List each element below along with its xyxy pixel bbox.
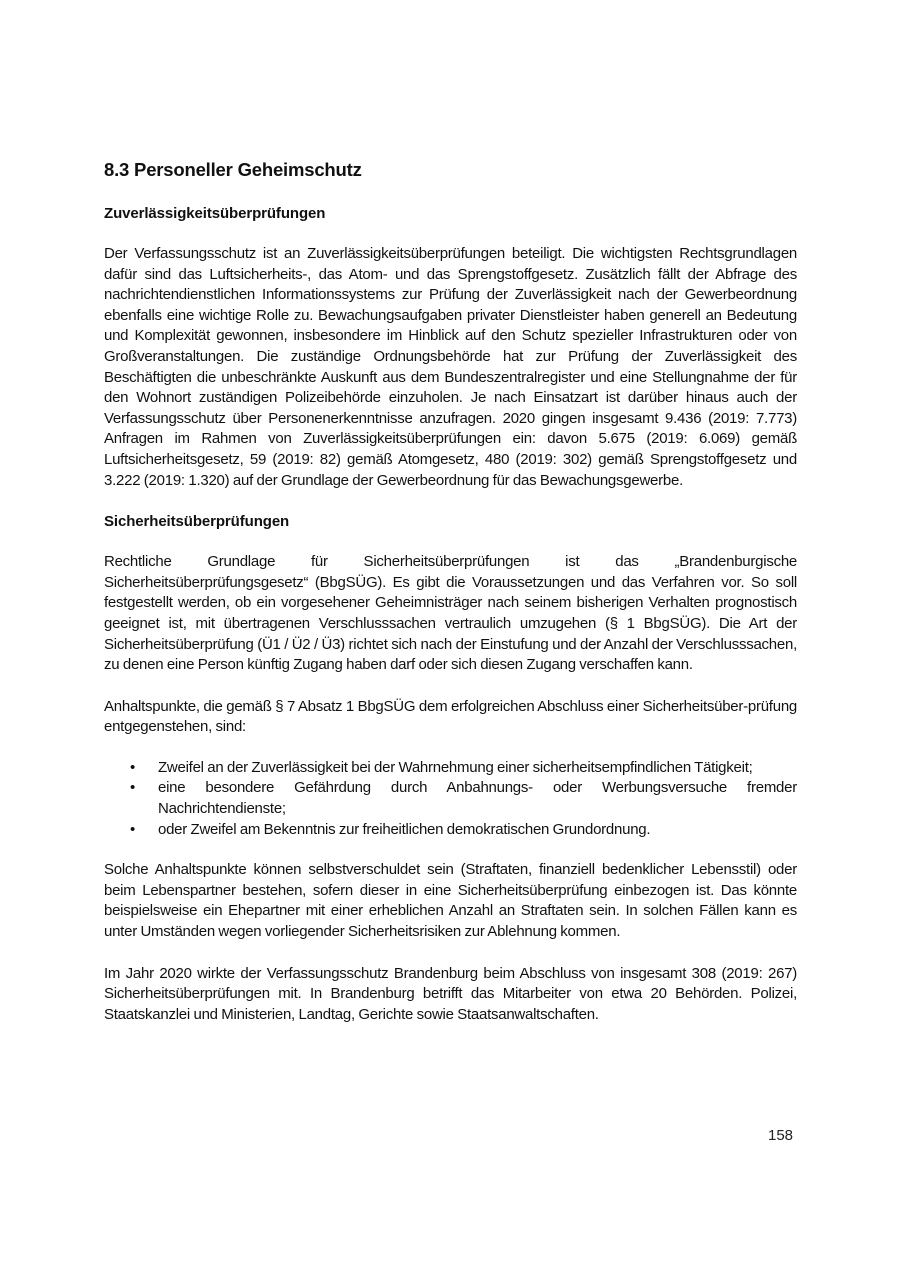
subsection-heading-sicherheit: Sicherheitsüberprüfungen (104, 513, 290, 531)
paragraph-zuverlaessigkeit: Der Verfassungsschutz ist an Zuverlässigkeitsüberprüfungen beteiligt. Die wichtigsten Rechtsgrundlagen dafür sind das Luftsicherheits-, das Atom- und das Sprengstoffgesetz. Zusätzlich fällt der Abfrage des nachrichtendienstlichen Informationssystems zur Prüfung der Zuverlässigkeit nach der Gewerbeordnung ebenfalls eine wichtige Rolle zu. Bewachungsaufgaben privater Dienstleister haben generell an Bedeutung und Komplexität gewonnen, insbesondere im Hinblick auf den Schutz spezieller Infrastrukturen oder von Großveranstaltungen. Die zuständige Ordnungsbehörde hat zur Prüfung der Zuverlässigkeit des Beschäftigten die unbeschränkte Auskunft aus dem Bundeszentralregister und eine Stellungnahme der für den Wohnort zuständigen Polizeibehörde einzuholen. Je nach Einsatzart ist darüber hinaus auch der Verfassungsschutz über Personenerkenntnisse anzufragen. 2020 gingen insgesamt 9.436 (2019: 7.773) Anfragen im Rahmen von Zuverlässigkeitsüberprüfungen ein: davon 5.675 (2019: 6.069) gemäß Luftsicherheitsgesetz, 59 (2019: 82) gemäß Atomgesetz, 480 (2019: 302) gemäß Sprengstoffgesetz und 3.222 (2019: 1.320) auf der Grundlage der Gewerbeordnung für das Bewachungsgewerbe. (104, 245, 797, 489)
paragraph-anhaltspunkte-intro: Anhaltspunkte, die gemäß § 7 Absatz 1 BbgSÜG dem erfolgreichen Abschluss einer Sicherheitsüber-prüfung entgegenstehen, sind: (104, 697, 797, 736)
bullet-icon: • (130, 758, 136, 776)
section-title: 8.3 Personeller Geheimschutz (104, 159, 362, 180)
paragraph-anhaltspunkte-details: Solche Anhaltspunkte können selbstverschuldet sein (Straftaten, finanziell bedenklicher Lebensstil) oder beim Lebenspartner bestehen, sofern dieser in eine Sicherheitsüberprüfung einbezogen ist. Das könnte beispielsweise ein Ehepartner mit einer erheblichen Anzahl an Straftaten sein. In solchen Fällen kann es unter Umständen wegen vorliegender Sicherheitsrisiken zur Ablehnung kommen. (104, 861, 797, 941)
subsection-heading-zuverlaessigkeit: Zuverlässigkeitsüberprüfungen (104, 205, 326, 222)
list-item (104, 758, 797, 779)
page-number: 158 (768, 1127, 794, 1144)
list-item (104, 778, 797, 819)
bullet-list (104, 758, 797, 840)
paragraph-rechtliche-grundlage: Rechtliche Grundlage für Sicherheitsüberprüfungen ist das „Brandenburgische Sicherheitsüberprüfungsgesetz“ (BbgSÜG). Es gibt die Voraussetzungen und das Verfahren vor. So soll festgestellt werden, ob ein vorgesehener Geheimnisträger nach seinem bisherigen Verhalten prognostisch geeignet ist, mit übertragenen Verschlusssachen vertraulich umzugehen (§ 1 BbgSÜG). Die Art der Sicherheitsüberprüfung (Ü1 / Ü2 / Ü3) richtet sich nach der Einstufung und der Anzahl der Verschlusssachen, zu denen eine Person künftig Zugang haben darf oder sich diesen Zugang verschaffen kann. (104, 553, 797, 674)
bullet-icon: • (130, 820, 136, 838)
bullet-icon: • (130, 779, 136, 797)
page-content (104, 158, 797, 1025)
list-item (104, 820, 797, 841)
list-item-text: oder Zweifel am Bekenntnis zur freiheitlichen demokratischen Grundordnung. (158, 820, 651, 838)
list-item-text: Zweifel an der Zuverlässigkeit bei der Wahrnehmung einer sicherheitsempfindlichen Tätigkeit; (158, 758, 753, 776)
paragraph-jahr-2020: Im Jahr 2020 wirkte der Verfassungsschutz Brandenburg beim Abschluss von insgesamt 308 (2019: 267) Sicherheitsüberprüfungen mit. In Brandenburg betrifft das Mitarbeiter von etwa 20 Behörden. Polizei, Staatskanzlei und Ministerien, Landtag, Gerichte sowie Staatsanwaltschaften. (104, 964, 797, 1023)
list-item-text: eine besondere Gefährdung durch Anbahnungs- oder Werbungsversuche fremder Nachrichtendienste; (158, 779, 797, 818)
